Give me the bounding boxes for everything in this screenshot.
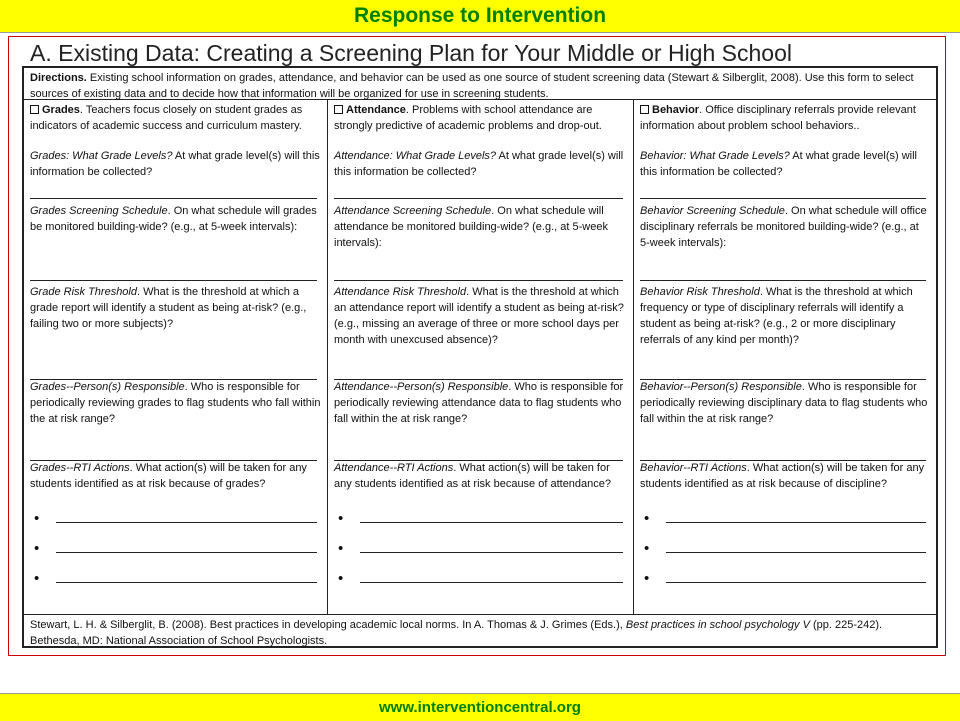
question-threshold-label: Grade Risk Threshold (30, 286, 137, 298)
answer-line[interactable] (30, 280, 317, 281)
question-person-text: . Who is responsible for periodically reviewing disciplinary data to flag students who fall within the at risk range? (640, 381, 928, 425)
question-threshold-label: Behavior Risk Threshold (640, 286, 760, 298)
question-person-label: Grades--Person(s) Responsible (30, 381, 185, 393)
column-behavior (634, 100, 936, 614)
question-actions-label: Attendance--RTI Actions (334, 462, 454, 474)
checkbox-icon[interactable] (30, 105, 39, 114)
bullet-icon: • (34, 570, 40, 587)
action-bullet-row (334, 571, 623, 587)
question-levels (640, 148, 930, 180)
question-actions-text: . What action(s) will be taken for any students identified as at risk because of grades? (30, 462, 307, 490)
question-person-text: . Who is responsible for periodically reviewing grades to flag students who fall within the at risk range? (30, 381, 321, 425)
question-levels-label: Grades: What Grade Levels? (30, 150, 173, 162)
checkbox-icon[interactable] (640, 105, 649, 114)
question-schedule-label: Behavior Screening Schedule (640, 205, 785, 217)
action-answer-line[interactable] (56, 552, 317, 553)
question-actions-text: . What action(s) will be taken for any students identified as at risk because of attendance? (334, 462, 612, 490)
column-attendance (328, 100, 634, 614)
column-intro: . Office disciplinary referrals provide relevant information about problem school behaviors.. (640, 104, 916, 132)
reference-part2: (pp. 225-242). Bethesda, MD: National Association of School Psychologists. (30, 619, 883, 647)
question-actions (30, 460, 321, 492)
action-bullet-row (30, 541, 317, 557)
question-person-label: Behavior--Person(s) Responsible (640, 381, 802, 393)
question-threshold (334, 284, 627, 348)
question-schedule-text: . On what schedule will grades be monitored building-wide? (e.g., at 5-week intervals): (30, 205, 317, 233)
question-actions (640, 460, 930, 492)
action-bullet-row (640, 541, 926, 557)
question-schedule (334, 203, 627, 251)
question-levels-text: At what grade level(s) will this information be collected? (640, 150, 917, 178)
presentation-title: Response to Intervention (353, 4, 607, 27)
question-actions-label: Behavior--RTI Actions (640, 462, 747, 474)
action-answer-line[interactable] (666, 552, 926, 553)
column-heading: Behavior (652, 104, 700, 116)
bullet-icon: • (644, 510, 650, 527)
question-levels (334, 148, 627, 180)
question-levels (30, 148, 321, 180)
answer-line[interactable] (640, 280, 926, 281)
bullet-icon: • (34, 540, 40, 557)
question-person (334, 379, 627, 427)
directions-label: Directions. (30, 72, 87, 84)
column-heading: Attendance (346, 104, 406, 116)
column-intro: . Problems with school attendance are strongly predictive of academic problems and drop-out. (334, 104, 602, 132)
question-actions (334, 460, 627, 492)
question-schedule-label: Attendance Screening Schedule (334, 205, 492, 217)
question-schedule (30, 203, 321, 235)
footer-url[interactable]: www.interventioncentral.org (379, 699, 581, 716)
question-threshold-text: . What is the threshold at which an attendance report will identify a student as being at-risk? (e.g., missing an average of three or more school days per month with unexcused absence)? (334, 286, 624, 346)
action-bullet-row (30, 511, 317, 527)
directions-section (24, 68, 936, 100)
bullet-icon: • (644, 540, 650, 557)
action-bullet-row (640, 571, 926, 587)
bullet-icon: • (338, 570, 344, 587)
question-levels-label: Behavior: What Grade Levels? (640, 150, 790, 162)
question-levels-label: Attendance: What Grade Levels? (334, 150, 497, 162)
reference-citation (24, 614, 936, 646)
action-answer-line[interactable] (666, 522, 926, 523)
column-heading-block (640, 102, 930, 134)
answer-line[interactable] (30, 198, 317, 199)
column-heading: Grades (42, 104, 80, 116)
question-threshold-text: . What is the threshold at which frequency or type of disciplinary referrals will identify a student as being at-risk? (e.g., 2 or more disciplinary referrals of any kind per month)? (640, 286, 913, 346)
question-threshold-label: Attendance Risk Threshold (334, 286, 467, 298)
screening-form (22, 66, 938, 648)
question-actions-label: Grades--RTI Actions (30, 462, 130, 474)
reference-part1: Stewart, L. H. & Silberglit, B. (2008). Best practices in developing academic local norms. In A. Thomas & J. Grimes (Eds.), (30, 619, 626, 631)
column-grades (24, 100, 328, 614)
bullet-icon: • (644, 570, 650, 587)
header-banner (0, 0, 960, 33)
reference-book-title: Best practices in school psychology V (625, 619, 810, 631)
question-levels-text: At what grade level(s) will this information be collected? (30, 150, 320, 178)
question-schedule-text: . On what schedule will office disciplinary referrals be monitored building-wide? (e.g., at 5-week intervals): (640, 205, 927, 249)
bullet-icon: • (34, 510, 40, 527)
question-schedule (640, 203, 930, 251)
checkbox-icon[interactable] (334, 105, 343, 114)
action-bullet-row (334, 541, 623, 557)
question-person (640, 379, 930, 427)
bullet-icon: • (338, 540, 344, 557)
document-title: A. Existing Data: Creating a Screening Plan for Your Middle or High School (30, 40, 792, 66)
column-heading-block (334, 102, 627, 134)
action-bullet-row (640, 511, 926, 527)
question-threshold (640, 284, 930, 348)
question-schedule-text: . On what schedule will attendance be monitored building-wide? (e.g., at 5-week intervals): (334, 205, 608, 249)
bullet-icon: • (338, 510, 344, 527)
directions-text: Existing school information on grades, attendance, and behavior can be used as one source of student screening data (Stewart & Silberglit, 2008). Use this form to select sources of existing data and to decide how that information will be organized for use in screening students. (30, 72, 914, 100)
column-heading-block (30, 102, 321, 134)
action-answer-line[interactable] (56, 522, 317, 523)
question-threshold-text: . What is the threshold at which a grade report will identify a student as being at-risk? (e.g., failing two or more subjects)? (30, 286, 307, 330)
action-answer-line[interactable] (360, 582, 623, 583)
action-answer-line[interactable] (56, 582, 317, 583)
question-levels-text: At what grade level(s) will this information be collected? (334, 150, 624, 178)
question-person-label: Attendance--Person(s) Responsible (334, 381, 509, 393)
question-person (30, 379, 321, 427)
footer-banner (0, 693, 960, 721)
action-bullet-row (334, 511, 623, 527)
answer-line[interactable] (640, 198, 926, 199)
column-intro: . Teachers focus closely on student grades as indicators of academic success and curriculum mastery. (30, 104, 303, 132)
action-bullet-row (30, 571, 317, 587)
action-answer-line[interactable] (360, 522, 623, 523)
answer-line[interactable] (334, 280, 623, 281)
action-answer-line[interactable] (666, 582, 926, 583)
question-threshold (30, 284, 321, 332)
question-person-text: . Who is responsible for periodically reviewing attendance data to flag students who fall within the at risk range? (334, 381, 624, 425)
answer-line[interactable] (334, 198, 623, 199)
action-answer-line[interactable] (360, 552, 623, 553)
question-schedule-label: Grades Screening Schedule (30, 205, 168, 217)
question-actions-text: . What action(s) will be taken for any students identified as at risk because of discipline? (640, 462, 925, 490)
